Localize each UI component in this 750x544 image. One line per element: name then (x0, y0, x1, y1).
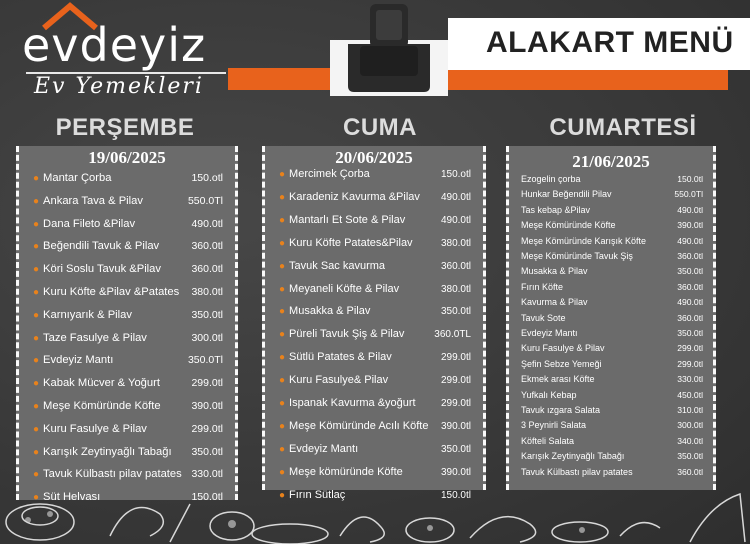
menu-item-price: 350.0tl (677, 328, 703, 338)
brand-tagline: Ev Yemekleri (34, 74, 204, 99)
menu-item-price: 390.0tl (440, 420, 471, 432)
menu-item-price: 490.0tl (440, 214, 471, 226)
menu-item-price: 150.0tl (677, 174, 703, 184)
menu-item-price: 490.0tl (191, 217, 223, 230)
menu-item-entry (521, 174, 581, 184)
menu-item-name: Meşe kömüründe Köfte (289, 465, 403, 478)
menu-item-entry (33, 240, 159, 252)
menu-item-name: Kuru Fasulye& Pilav (289, 374, 389, 387)
menu-item-name: Kavurma & Pilav (521, 297, 588, 308)
menu-item (19, 172, 235, 184)
menu-item-name: Ankara Tava & Pilav (43, 194, 143, 207)
menu-item (265, 351, 483, 363)
menu-item-price: 340.0tl (677, 435, 703, 446)
menu-item-price: 150.0tl (191, 491, 223, 504)
menu-item-price: 350.0tl (677, 451, 703, 462)
menu-item-price: 360.0tl (677, 251, 703, 261)
menu-item-price: 360.0tl (440, 260, 471, 272)
menu-item-price: 330.0tl (191, 468, 223, 481)
menu-item-entry (33, 286, 179, 298)
menu-item-entry (521, 297, 588, 307)
bullet-icon: ● (33, 287, 40, 298)
menu-item-name: Karnıyarık & Pilav (43, 308, 132, 321)
menu-item-entry (521, 282, 563, 292)
bullet-icon: ● (279, 420, 286, 432)
menu-item-name: Fırın Köfte (521, 281, 564, 292)
menu-item-entry (33, 354, 113, 366)
menu-item (265, 397, 483, 409)
bullet-icon: ● (33, 401, 40, 412)
menu-item (265, 328, 483, 340)
bullet-icon: ● (33, 195, 40, 207)
menu-item (265, 260, 483, 272)
menu-item-name: Köri Soslu Tavuk &Pilav (43, 263, 161, 276)
bullet-icon: ● (33, 173, 40, 184)
menu-item-entry (521, 451, 624, 461)
menu-item (509, 451, 713, 461)
menu-item-price: 150.otl (440, 169, 471, 180)
menu-item-name: Meşe Kömüründe Tavuk Şiş (521, 251, 633, 261)
menu-item-name: Tavuk ızgara Salata (521, 405, 601, 415)
bullet-icon: ● (33, 378, 40, 390)
menu-column-friday (262, 146, 486, 501)
menu-item-price: 299.0tl (440, 375, 471, 387)
menu-item-name: Kabak Mücver & Yoğurt (43, 377, 160, 390)
menu-item-price: 360.0tl (677, 466, 703, 477)
menu-item (19, 286, 235, 298)
menu-item (265, 443, 483, 455)
menu-item-entry (279, 397, 416, 409)
menu-item-entry (521, 220, 616, 230)
bullet-icon: ● (33, 355, 40, 367)
menu-item-entry (279, 214, 405, 226)
bullet-icon: ● (33, 309, 40, 321)
menu-item-price: 350.0tl (440, 443, 471, 455)
menu-item (265, 305, 483, 317)
menu-item-name: Ispanak Kavurma &yoğurt (289, 397, 416, 409)
bullet-icon: ● (33, 332, 40, 344)
menu-item-name: Musakka & Pilav (289, 305, 371, 318)
menu-item-entry (33, 332, 147, 344)
menu-date: 20/06/2025 (335, 148, 413, 167)
menu-item-price: 360.0tl (677, 312, 703, 323)
menu-item (509, 420, 713, 430)
menu-item-entry (521, 251, 633, 261)
menu-item-entry (279, 351, 392, 363)
menu-item (509, 313, 713, 323)
food-illustration-border (0, 464, 750, 544)
menu-item (265, 420, 483, 432)
menu-item-entry (521, 313, 566, 323)
menu-item (265, 374, 483, 386)
menu-item (509, 220, 713, 230)
menu-item-name: Beğendili Tavuk & Pilav (43, 240, 160, 253)
menu-item-price: 350.0tl (191, 308, 223, 321)
bullet-icon: ● (279, 375, 286, 387)
menu-item-price: 490.0tl (677, 235, 703, 246)
menu-item-entry (521, 405, 600, 415)
menu-item-name: Süt Helvası (43, 491, 101, 504)
menu-item-price: 299.0tl (677, 343, 703, 354)
menu-item-price: 490.0tl (677, 204, 703, 215)
menu-item-name: Evdeyiz Mantı (289, 442, 359, 455)
menu-item-name: Kuru Fasulye & Pilav (43, 422, 147, 435)
menu-item-entry (33, 423, 147, 435)
menu-item (19, 309, 235, 321)
menu-item (509, 405, 713, 415)
menu-item-price: 550.0Tl (674, 189, 703, 200)
menu-item (509, 374, 713, 384)
menu-item-name: Köfteli Salata (521, 435, 575, 446)
menu-item-price: 350.0Tl (187, 354, 223, 367)
menu-item-entry (33, 195, 143, 207)
menu-item-name: Tas kebap &Pilav (521, 204, 591, 215)
menu-item (265, 191, 483, 203)
bullet-icon: ● (33, 446, 40, 458)
menu-item-name: Meşe Kömüründe Acılı Köfte (289, 419, 429, 432)
menu-item-entry (33, 263, 161, 275)
menu-item-entry (279, 443, 358, 455)
menu-item-price: 299.0tl (677, 358, 703, 369)
menu-item-entry (279, 328, 404, 340)
menu-item-entry (521, 236, 646, 246)
menu-item-name: Püreli Tavuk Şiş & Pilav (289, 328, 405, 341)
menu-item-price: 299.0tl (191, 377, 223, 390)
menu-item-name: Karadeniz Kavurma &Pilav (289, 190, 420, 203)
menu-item-name: Mantar Çorba (43, 172, 112, 184)
accent-bar (228, 68, 728, 90)
menu-item-name: Ezogelin çorba (521, 174, 581, 184)
bullet-icon: ● (279, 489, 286, 501)
menu-item-name: Sütlü Patates & Pilav (289, 351, 392, 364)
menu-item-entry (521, 328, 578, 338)
menu-item-name: Şefin Sebze Yemeği (521, 358, 602, 369)
day-heading-saturday: CUMARTESİ (549, 114, 697, 141)
brand-name: evdeyiz (22, 18, 207, 72)
menu-column-thursday (16, 146, 238, 504)
menu-item-entry (33, 446, 172, 458)
menu-item-name: Tavuk Sac kavurma (289, 259, 386, 272)
menu-item-name: Meyaneli Köfte & Pilav (289, 282, 400, 295)
menu-item-price: 450.0tl (677, 389, 703, 400)
bullet-icon: ● (279, 214, 286, 226)
menu-item-name: Hunkar Beğendili Pilav (521, 189, 612, 200)
menu-item-name: Musakka & Pilav (521, 266, 588, 277)
menu-item-price: 380.0tl (191, 286, 223, 298)
day-heading-friday: CUMA (343, 114, 417, 141)
menu-item-name: Tavuk Külbastı pilav patates (43, 468, 182, 481)
menu-item-price: 300.0tl (677, 420, 703, 431)
menu-item (265, 214, 483, 226)
menu-item-price: 380.0tl (440, 237, 471, 249)
menu-item (509, 189, 713, 199)
menu-item-name: Dana Fileto &Pilav (43, 217, 136, 230)
menu-item (265, 283, 483, 295)
menu-item-name: Evdeyiz Mantı (521, 328, 578, 338)
menu-item-entry (33, 218, 135, 230)
menu-item (509, 359, 713, 369)
menu-item-name: Karışık Zeytinyağlı Tabağı (43, 445, 172, 458)
menu-item-price: 300.0tl (191, 331, 223, 344)
menu-date: 19/06/2025 (88, 148, 166, 167)
menu-item-entry (521, 420, 586, 430)
menu-item (19, 400, 235, 412)
menu-item (509, 343, 713, 353)
menu-item-entry (521, 390, 577, 400)
bullet-icon: ● (33, 264, 40, 276)
menu-item (509, 205, 713, 215)
menu-item (509, 251, 713, 261)
menu-item (19, 446, 235, 458)
menu-item-name: Meşe Kömüründe Karışık Köfte (521, 235, 647, 246)
bullet-icon: ● (279, 443, 286, 455)
menu-item-price: 299.0tl (440, 352, 471, 364)
bullet-icon: ● (279, 329, 286, 341)
menu-item-name: Kuru Köfte Patates&Pilav (289, 236, 413, 249)
menu-item-name: Meşe Kömüründe Köfte (521, 220, 616, 231)
menu-item-price: 550.0Tl (187, 194, 223, 207)
menu-item (19, 332, 235, 344)
menu-item-price: 299.0tl (191, 422, 223, 435)
menu-item-price: 310.0tl (677, 405, 703, 415)
menu-item-entry (33, 172, 111, 184)
menu-item (509, 236, 713, 246)
menu-item-entry (279, 237, 413, 249)
bullet-icon: ● (279, 169, 286, 180)
menu-item-entry (521, 266, 588, 276)
menu-item-entry (33, 377, 160, 389)
menu-item-name: Ekmek arası Köfte (521, 374, 595, 385)
menu-item-name: Tavuk Sote (521, 312, 566, 323)
page-title: ALAKART MENÜ (486, 26, 734, 59)
menu-item (265, 168, 483, 180)
menu-item-name: 3 Peynirli Salata (521, 420, 587, 431)
menu-item (19, 240, 235, 252)
menu-item-entry (521, 359, 602, 369)
menu-item-name: Karışık Zeytinyağlı Tabağı (521, 451, 625, 462)
bullet-icon: ● (279, 283, 286, 295)
menu-item (19, 423, 235, 435)
menu-item-price: 390.0tl (191, 400, 223, 412)
menu-date: 21/06/2025 (572, 152, 650, 171)
menu-item-price: 360.0tl (191, 263, 223, 276)
bullet-icon: ● (279, 191, 286, 203)
menu-item-price: 350.0tl (677, 266, 703, 277)
bullet-icon: ● (33, 241, 40, 253)
bullet-icon: ● (279, 260, 286, 272)
menu-item-price: 150.otl (191, 172, 223, 184)
bullet-icon: ● (33, 423, 40, 435)
menu-item (19, 195, 235, 207)
menu-item-name: Evdeyiz Mantı (43, 354, 114, 367)
bullet-icon: ● (279, 237, 286, 249)
menu-item-entry (33, 309, 132, 321)
menu-item (509, 266, 713, 276)
menu-item-name: Meşe Kömüründe Köfte (43, 400, 161, 412)
menu-item (19, 377, 235, 389)
menu-item-price: 380.0tl (440, 283, 471, 295)
menu-item (265, 237, 483, 249)
bullet-icon: ● (279, 306, 286, 318)
menu-item-entry (521, 374, 595, 384)
menu-item-entry (279, 191, 420, 203)
menu-item-name: Kuru Fasulye & Pilav (521, 343, 605, 354)
menu-item (509, 328, 713, 338)
menu-item-price: 490.0tl (440, 191, 471, 203)
menu-item-price: 350.0tl (440, 306, 471, 318)
menu-item-entry (279, 168, 370, 180)
menu-item-price: 360.0tl (191, 240, 223, 253)
clipboard-clip-icon (330, 0, 448, 96)
bullet-icon: ● (279, 398, 286, 409)
menu-item-name: Kuru Köfte &Pilav &Patates (43, 286, 180, 298)
menu-item (509, 297, 713, 307)
menu-item-entry (279, 305, 370, 317)
menu-item (509, 436, 713, 446)
menu-item (509, 390, 713, 400)
menu-column-saturday (506, 146, 716, 490)
menu-item-price: 490.0tl (677, 297, 703, 308)
menu-item-entry (521, 189, 612, 199)
menu-item-price: 390.0tl (677, 220, 703, 231)
menu-item-name: Mercimek Çorba (289, 168, 370, 180)
menu-item-name: Fırın Sütlaç (289, 488, 346, 501)
menu-item-name: Taze Fasulye & Pilav (43, 331, 147, 344)
menu-item-price: 390.0tl (440, 466, 471, 478)
menu-item-entry (279, 260, 385, 272)
menu-item-entry (521, 205, 590, 215)
menu-item (19, 218, 235, 230)
menu-item-name: Yufkalı Kebap (521, 389, 577, 400)
bullet-icon: ● (279, 466, 286, 478)
menu-item-entry (279, 374, 388, 386)
menu-item (19, 263, 235, 275)
menu-item (19, 354, 235, 366)
menu-item-entry (279, 420, 428, 432)
bullet-icon: ● (33, 492, 40, 504)
menu-item-name: Tavuk Külbastı pilav patates (521, 466, 633, 477)
menu-item-price: 360.0tl (677, 281, 703, 292)
menu-item-price: 299.0tl (440, 398, 471, 409)
bullet-icon: ● (279, 352, 286, 364)
day-heading-thursday: PERŞEMBE (55, 114, 195, 141)
menu-item-entry (33, 400, 161, 412)
bullet-icon: ● (33, 469, 40, 481)
menu-item (509, 174, 713, 184)
menu-item-entry (521, 436, 574, 446)
menu-item-price: 350.0tl (191, 445, 223, 458)
menu-item-entry (521, 343, 605, 353)
menu-item (509, 282, 713, 292)
menu-item-entry (279, 283, 399, 295)
menu-item-price: 330.0tl (677, 374, 703, 385)
brand-logo (14, 0, 234, 110)
menu-item-name: Mantarlı Et Sote & Pilav (289, 213, 406, 226)
menu-item-price: 150.0tl (440, 489, 471, 501)
bullet-icon: ● (33, 218, 40, 230)
menu-item-price: 360.0TL (434, 329, 471, 341)
